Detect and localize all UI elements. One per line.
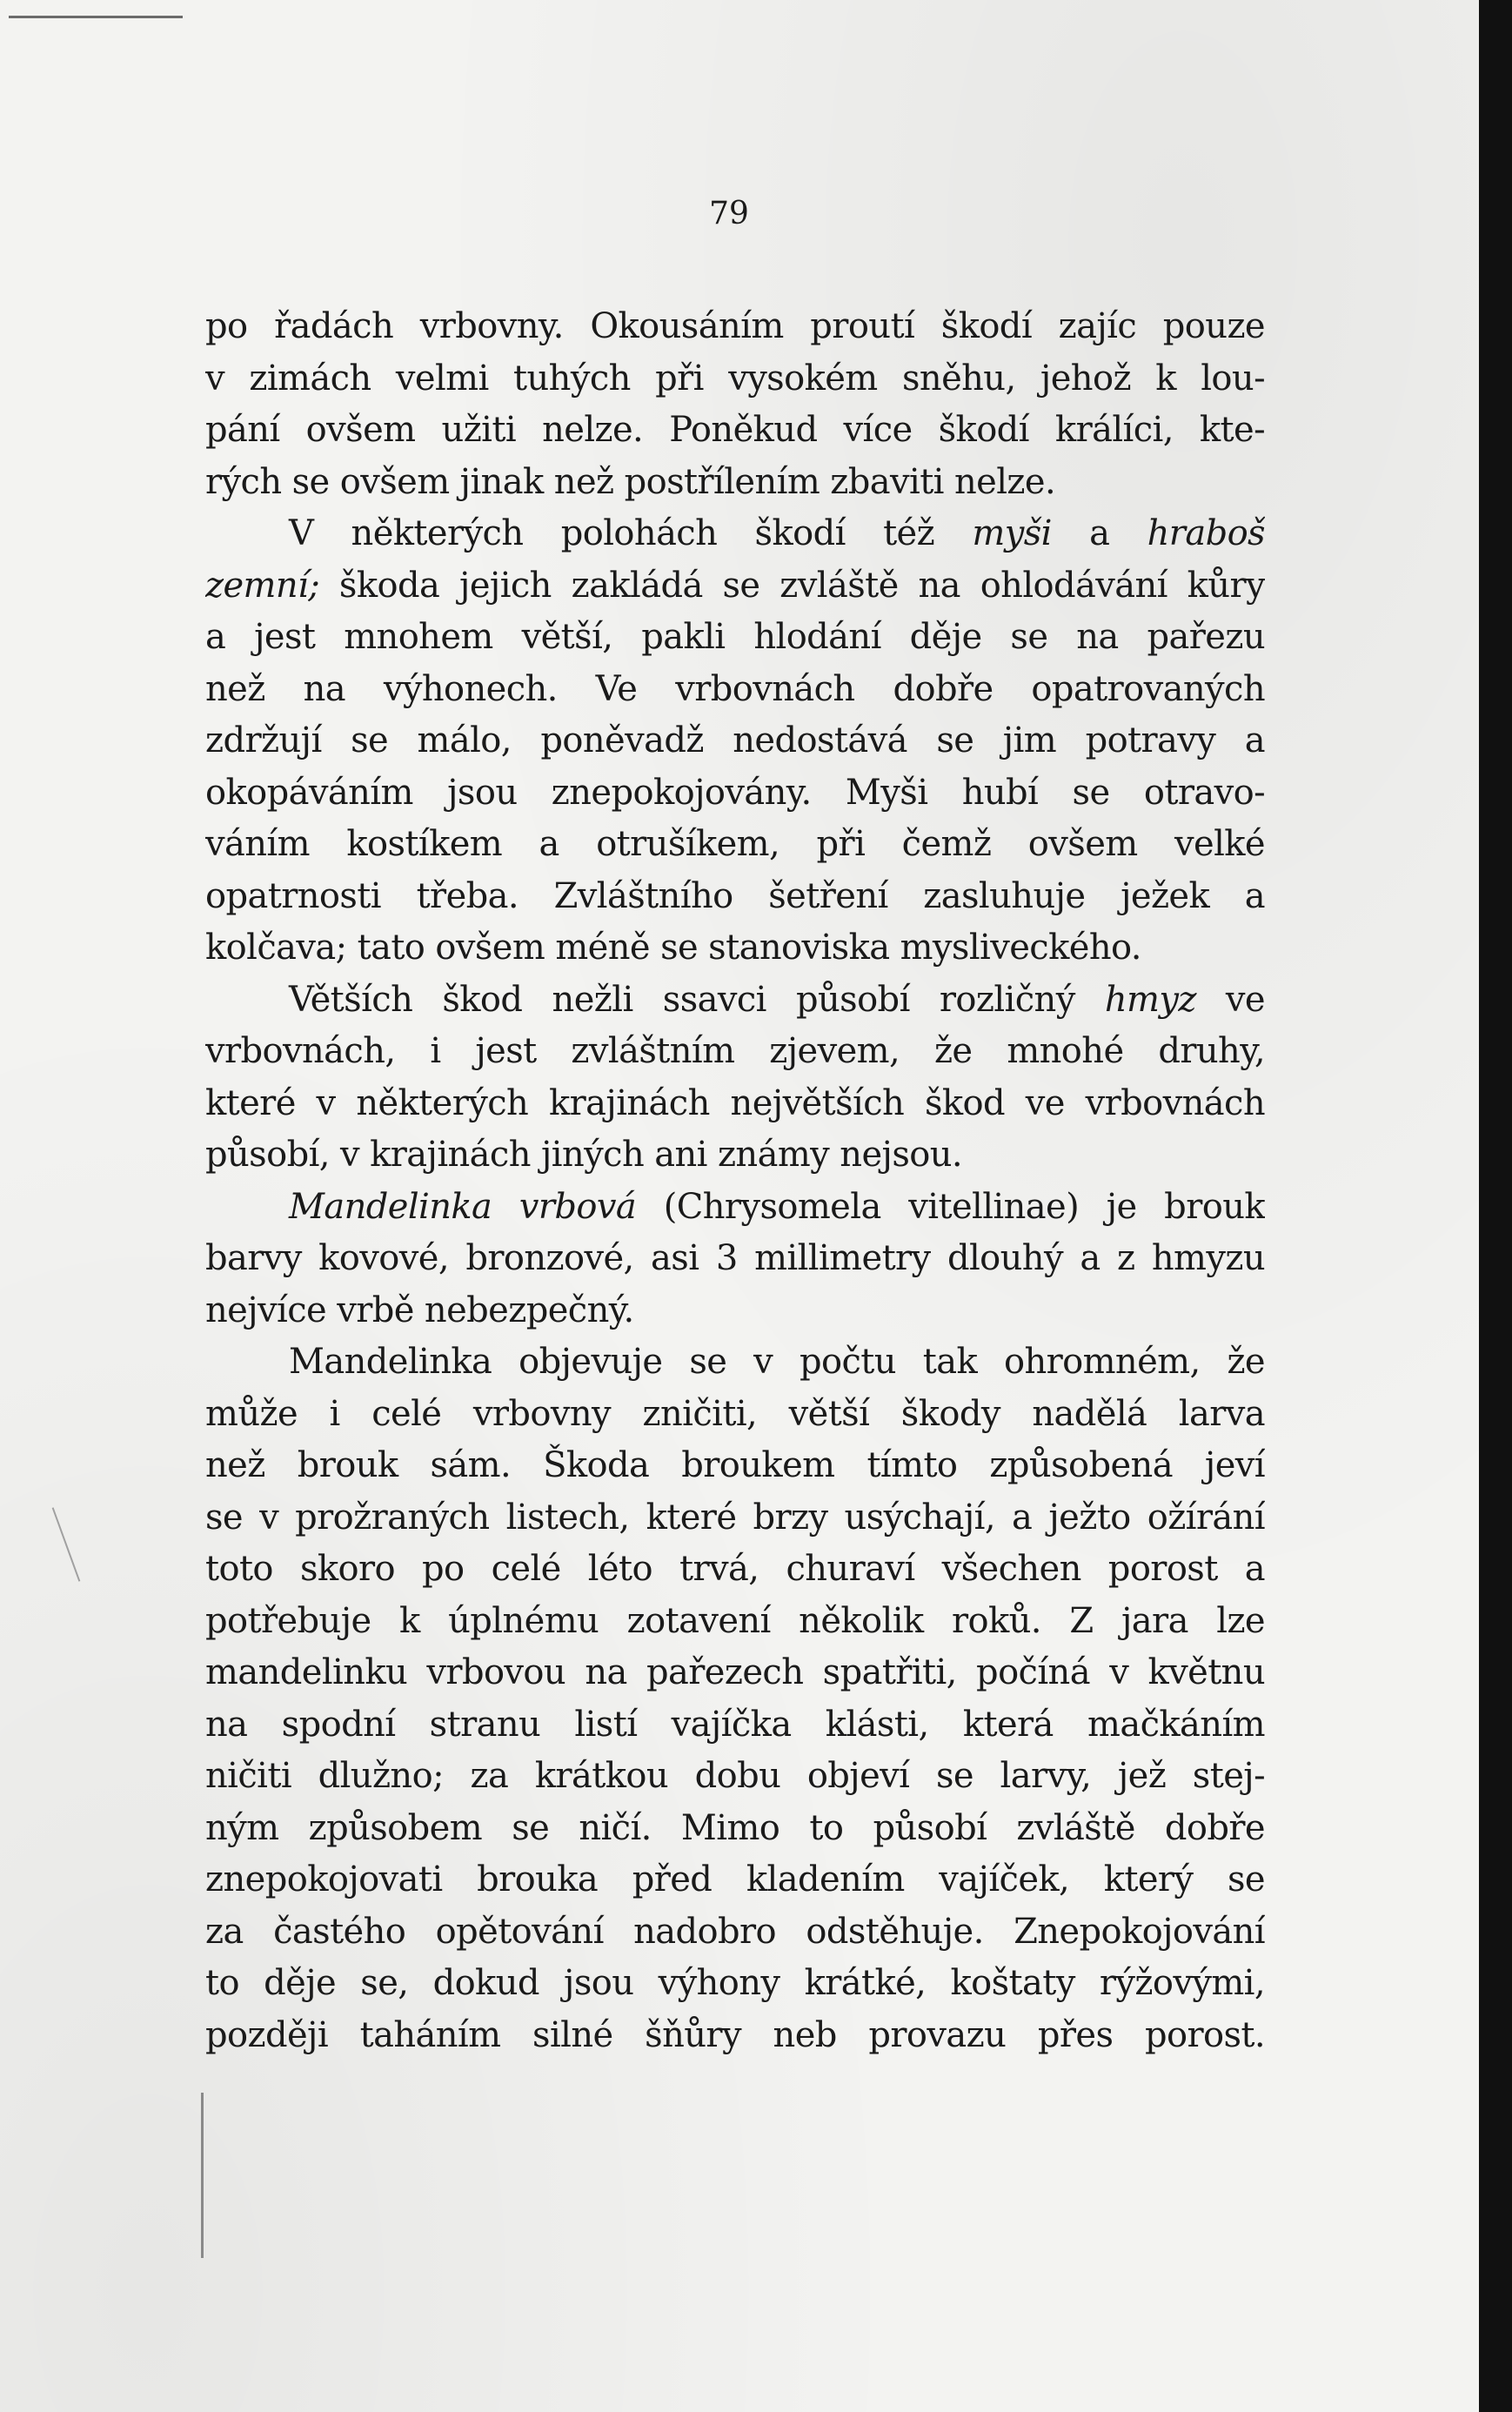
text-line: za častého opětování nadobro odstěhuje. Znepokojování <box>205 1911 1265 1952</box>
text-line: po řadách vrbovny. Okousáním proutí škodí zajíc pouze <box>205 306 1265 346</box>
text-segment: V některých polohách škodí též <box>289 513 973 553</box>
text-line: ným způsobem se ničí. Mimo to působí zvláště dobře <box>205 1807 1265 1848</box>
text-line: vrbovnách, i jest zvláštním zjevem, že mnohé druhy, <box>205 1031 1265 1071</box>
text-segment: a <box>1051 513 1147 553</box>
body-text <box>205 301 1265 2061</box>
text-line: znepokojovati brouka před kladením vajíček, který se <box>205 1859 1265 1899</box>
text-line: nejvíce vrbě nebezpečný. <box>205 1290 634 1330</box>
text-line: váním kostíkem a otrušíkem, při čemž ovšem velké <box>205 824 1265 864</box>
scan-edge-shadow <box>1479 0 1512 2412</box>
text-line <box>205 1182 1265 1234</box>
text-segment: škoda jejich zakládá se zvláště na ohlodávání kůry <box>319 565 1265 606</box>
text-segment: ve <box>1195 979 1265 1020</box>
text-line <box>205 560 1265 613</box>
text-line: opatrnosti třeba. Zvláštního šetření zasluhuje ježek a <box>205 875 1265 916</box>
text-line <box>205 508 1265 560</box>
text-line: kolčava; tato ovšem méně se stanoviska mysliveckého. <box>205 928 1141 968</box>
text-line: ničiti dlužno; za krátkou dobu objeví se larvy, jež stej- <box>205 1756 1265 1796</box>
text-line: zdržují se málo, poněvadž nedostává se jim potravy a <box>205 720 1265 760</box>
text-line: se v prožraných listech, které brzy usýchají, a ježto ožírání <box>205 1497 1265 1538</box>
text-line: které v některých krajinách největších škod ve vrbovnách <box>205 1082 1265 1123</box>
page-number: 79 <box>709 196 749 231</box>
italic-term: hraboš <box>1147 513 1265 553</box>
text-line: na spodní stranu listí vajíčka klásti, která mačkáním <box>205 1704 1265 1745</box>
text-line: působí, v krajinách jiných ani známy nejsou. <box>205 1135 963 1175</box>
text-line <box>205 975 1265 1027</box>
top-edge-rule <box>9 16 183 18</box>
text-segment: (Chrysomela vitellinae) je brouk <box>636 1186 1265 1227</box>
text-line: rých se ovšem jinak než postřílením zbaviti nelze. <box>205 461 1056 502</box>
text-line: to děje se, dokud jsou výhony krátké, koštaty rýžovými, <box>205 1963 1265 2003</box>
text-line: může i celé vrbovny zničiti, větší škody nadělá larva <box>205 1393 1265 1434</box>
margin-tick <box>52 1507 81 1581</box>
text-line: v zimách velmi tuhých při vysokém sněhu, jehož k lou- <box>205 358 1265 399</box>
text-line: než na výhonech. Ve vrbovnách dobře opatrovaných <box>205 668 1265 709</box>
margin-mark <box>201 2093 204 2258</box>
italic-term: zemní; <box>205 565 320 606</box>
italic-term: myši <box>972 513 1052 553</box>
text-segment: Větších škod nežli ssavci působí rozličný <box>289 979 1105 1020</box>
text-line: později taháním silné šňůry neb provazu přes porost. <box>205 2014 1265 2055</box>
text-line: barvy kovové, bronzové, asi 3 millimetry dlouhý a z hmyzu <box>205 1238 1265 1278</box>
text-line: potřebuje k úplnému zotavení několik roků. Z jara lze <box>205 1600 1265 1641</box>
text-line: Mandelinka objevuje se v počtu tak ohromném, že <box>289 1342 1265 1382</box>
italic-term: hmyz <box>1104 979 1196 1020</box>
text-line: mandelinku vrbovou na pařezech spatřiti, počíná v květnu <box>205 1652 1265 1692</box>
text-line: než brouk sám. Škoda broukem tímto způsobená jeví <box>205 1445 1265 1485</box>
text-line: pání ovšem užiti nelze. Poněkud více škodí králíci, kte- <box>205 410 1265 450</box>
text-line: okopáváním jsou znepokojovány. Myši hubí se otravo- <box>205 772 1265 813</box>
italic-term: Mandelinka vrbová <box>289 1186 637 1227</box>
text-line: a jest mnohem větší, pakli hlodání děje se na pařezu <box>205 617 1265 657</box>
text-line: toto skoro po celé léto trvá, churaví všechen porost a <box>205 1549 1265 1589</box>
